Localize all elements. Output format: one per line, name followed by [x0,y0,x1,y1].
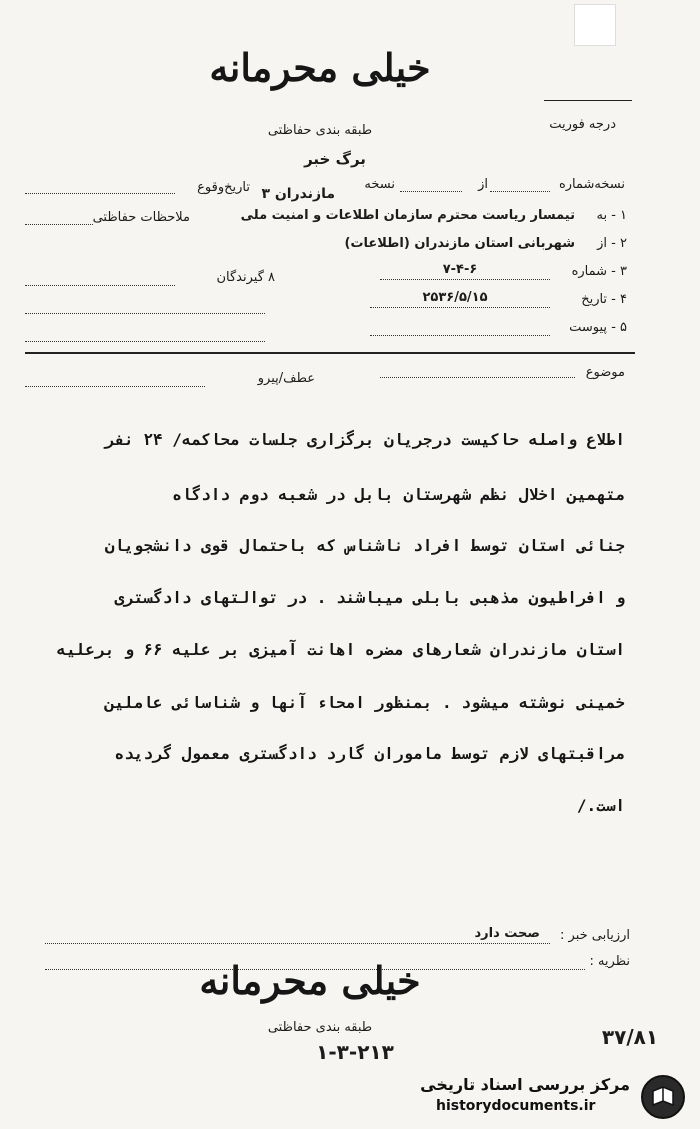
body-line-2: متهمین اخلال نظم شهرستان بابل در شعبه دوم دادگاه [172,485,625,504]
number-dots [380,278,550,280]
from-label: ۲ - از [597,236,627,251]
to-value: تیمسار ریاست محترم سازمان اطلاعات و امنیت ملی [240,208,575,223]
date-label: ۴ - تاریخ [581,292,627,307]
date-value: ۲۵۳۶/۵/۱۵ [422,290,488,305]
header-separator [25,352,635,354]
copy-from-label: از [478,177,488,192]
form-title: برگ خبر [304,150,366,168]
body-line-8: است./ [576,796,625,815]
top-classification-stamp: خیلی محرمانه [209,45,431,90]
copy-number-dots [490,190,550,192]
number-label: ۳ - شماره [571,264,627,279]
evaluation-value: صحت دارد [474,926,540,941]
protection-level-label: طبقه بندی حفاظتی [267,123,373,138]
subject-label: موضوع [585,365,625,380]
recipients-dots-1 [25,284,175,286]
recipients-dots-2 [25,312,265,314]
number-value: ۷-۴-۶ [442,262,478,277]
archive-logo-icon [641,1075,685,1119]
urgency-rule [544,100,632,101]
attachment-label: ۵ - پیوست [569,320,627,335]
recipients-label: ۸ گیرندگان [216,270,275,285]
body-line-4: و افراطیون مذهبی بابلی میباشند . در توالتهای دادگستری [114,588,625,607]
reference-label: عطف/پیرو [257,371,315,386]
reference-dots [25,385,205,387]
opinion-label: نظریه : [589,954,630,969]
body-line-6: خمینی نوشته میشود . بمنظور امحاء آنها و شناسائی عاملین [104,693,625,712]
watermark-title: مرکز بررسی اسناد تاریخی [420,1075,630,1094]
scan-corner-box [574,4,616,46]
copy-from-dots [400,190,462,192]
evaluation-dots [45,942,550,944]
event-date-label: تاریخ‌وقوع [197,180,250,195]
bottom-protection-level: طبقه بندی حفاظتی [267,1020,373,1035]
body-line-7: مراقبتهای لازم توسط ماموران گارد دادگستری معمول گردیده [114,744,625,763]
urgency-label: درجه فوریت [549,117,616,132]
evaluation-label: ارزیابی خبر : [560,928,630,943]
to-label: ۱ - به [596,208,627,223]
to-trailing: ملاحظات حفاظتی [92,210,190,225]
bottom-classification-stamp: خیلی محرمانه [199,958,421,1003]
body-line-1: اطلاع واصله حاکیست درجریان برگزاری جلسات محاکمه/ ۲۴ نفر [104,430,625,449]
handwritten-side-number: ۳۷/۸۱ [601,1025,659,1049]
watermark-url: historydocuments.ir [436,1098,596,1114]
event-date-dots [25,192,175,194]
subject-dots [380,376,575,378]
to-trailing-dots [25,223,93,225]
handwritten-number: ۱-۳-۲۱۳ [316,1040,394,1064]
copy-number-label: نسخه‌شماره [558,177,625,192]
book-icon [643,1077,683,1117]
date-dots [370,306,550,308]
body-line-3: جنائی استان توسط افراد ناشناس که باحتمال قوی دانشجویان [104,536,625,555]
from-value: شهربانی استان مازندران (اطلاعات) [344,236,575,251]
body-line-5: استان مازندران شعارهای مضره اهانت آمیزی بر علیه ۶۶ و برعلیه [56,640,625,659]
recipients-dots-3 [25,340,265,342]
to-annotation: مازندران ۳ [261,186,335,202]
attachment-dots [370,334,550,336]
copy-label: نسخه [364,177,395,192]
